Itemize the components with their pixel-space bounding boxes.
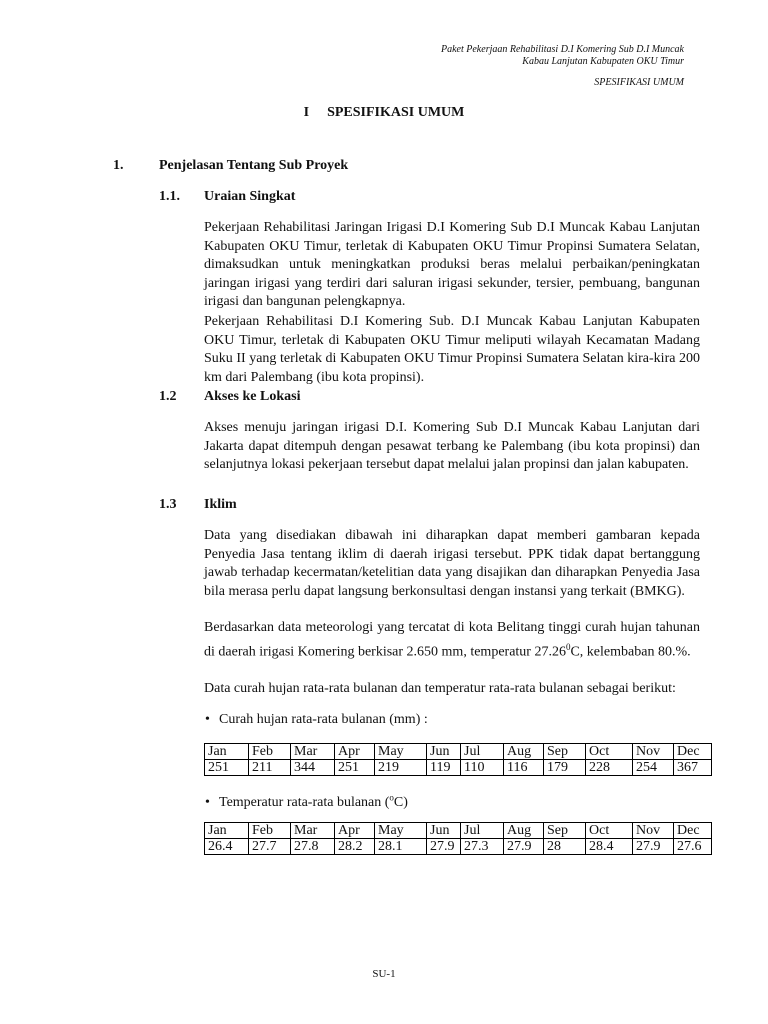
page-number: SU-1 [372,968,396,980]
temp-value-jan: 26.4 [205,839,249,855]
temp-value-mar: 27.8 [291,839,335,855]
rainfall-table [204,743,712,776]
temp-value-feb: 27.7 [249,839,291,855]
section-1-3-number: 1.3 [159,497,177,512]
section-1-2-paragraph-1: Akses menuju jaringan irigasi D.I. Komering Sub D.I Muncak Kabau Lanjutan dari Jakarta dapat ditempuh dengan pesawat terbang ke Palembang (ibu kota propinsi) dan selanjutnya lokasi pekerjaan tersebut dapat melalui jalan propinsi dan jalan kabupaten. [204,420,700,473]
temp-month-jul: Jul [461,823,504,839]
rain-month-jun: Jun [427,744,461,760]
rain-month-may: May [375,744,427,760]
rain-value-jul: 110 [461,760,504,776]
section-1-3-title: Iklim [204,497,237,512]
bullet-dot: • [205,712,210,727]
rain-month-nov: Nov [633,744,674,760]
rain-value-mar: 344 [291,760,335,776]
bullet-temperature [205,792,408,811]
rain-month-sep: Sep [544,744,586,760]
temp-value-may: 28.1 [375,839,427,855]
bullet-dot: • [205,794,210,810]
bullet-temperature-label: Temperatur rata-rata bulanan ($^o$C) [219,792,408,810]
temp-month-jan: Jan [205,823,249,839]
rain-value-aug: 116 [504,760,544,776]
rainfall-table-value-row [205,760,712,776]
rain-value-nov: 254 [633,760,674,776]
rain-month-mar: Mar [291,744,335,760]
rain-value-dec: 367 [674,760,712,776]
temp-month-jun: Jun [427,823,461,839]
chapter-title [0,105,768,121]
temp-month-aug: Aug [504,823,544,839]
temp-value-sep: 28 [544,839,586,855]
running-header-line-1: Paket Pekerjaan Rehabilitasi D.I Komering Sub D.I Muncak [441,44,684,55]
rainfall-table-header-row [205,744,712,760]
temp-month-dec: Dec [674,823,712,839]
temp-month-may: May [375,823,427,839]
rain-value-feb: 211 [249,760,291,776]
temp-month-mar: Mar [291,823,335,839]
section-1-3-paragraph-3: Data curah hujan rata-rata bulanan dan temperatur rata-rata bulanan sebagai berikut: [204,681,676,696]
section-1-1-title: Uraian Singkat [204,189,296,204]
temperature-table-header-row [205,823,712,839]
rain-value-sep: 179 [544,760,586,776]
section-1-1-paragraph-2: Pekerjaan Rehabilitasi D.I Komering Sub. D.I Muncak Kabau Lanjutan Kabupaten OKU Timur, terletak di Kabupaten OKU Timur meliputi wilayah Kecamatan Madang Suku II yang terletak di Kabupaten OKU Timur Propinsi Sumatera Selatan kira-kira 200 km dari Palembang (ibu kota propinsi). [204,314,700,385]
temp-value-jul: 27.3 [461,839,504,855]
temp-month-feb: Feb [249,823,291,839]
rain-value-oct: 228 [586,760,633,776]
temp-month-oct: Oct [586,823,633,839]
section-1-2-number: 1.2 [159,389,177,404]
rain-month-feb: Feb [249,744,291,760]
temp-value-apr: 28.2 [335,839,375,855]
temp-value-jun: 27.9 [427,839,461,855]
chapter-title-text: SPESIFIKASI UMUM [327,105,465,120]
section-1-title: Penjelasan Tentang Sub Proyek [159,158,349,173]
temperature-table [204,822,712,855]
running-header-section: SPESIFIKASI UMUM [594,77,684,88]
bullet-rainfall [205,712,428,728]
section-1-number: 1. [113,158,124,173]
rain-month-jan: Jan [205,744,249,760]
rain-value-apr: 251 [335,760,375,776]
section-1-2-title: Akses ke Lokasi [204,389,301,404]
running-header-line-2: Kabau Lanjutan Kabupaten OKU Timur [522,56,684,67]
temp-value-oct: 28.4 [586,839,633,855]
temp-month-apr: Apr [335,823,375,839]
temp-value-aug: 27.9 [504,839,544,855]
rain-month-aug: Aug [504,744,544,760]
rain-month-jul: Jul [461,744,504,760]
section-1-3-paragraph-2: Berdasarkan data meteorologi yang tercatat di kota Belitang tinggi curah hujan tahunan di daerah irigasi Komering berkisar 2.650 mm, temperatur 27.26$^0$C, kelembaban 80.%. [204,620,700,660]
bullet-rainfall-label: Curah hujan rata-rata bulanan (mm) : [219,712,428,727]
rain-value-jun: 119 [427,760,461,776]
section-1-1-number: 1.1. [159,189,180,204]
rain-month-oct: Oct [586,744,633,760]
rain-value-jan: 251 [205,760,249,776]
rain-month-apr: Apr [335,744,375,760]
temp-value-nov: 27.9 [633,839,674,855]
temp-value-dec: 27.6 [674,839,712,855]
temperature-table-value-row [205,839,712,855]
rain-month-dec: Dec [674,744,712,760]
temp-month-sep: Sep [544,823,586,839]
temp-month-nov: Nov [633,823,674,839]
section-1-1-paragraph-1: Pekerjaan Rehabilitasi Jaringan Irigasi D.I Komering Sub D.I Muncak Kabau Lanjutan Kabupaten OKU Timur, terletak di Kabupaten OKU Timur Propinsi Sumatera Selatan, dimaksudkan untuk meningkatkan produksi beras melalui perbaikan/peningkatan jaringan irigasi yang terdiri dari saluran irigasi sekunder, tersier, pembuang, bangunan irigasi dan bangunan pelengkapnya. [204,220,700,310]
chapter-number: I [303,105,310,120]
rain-value-may: 219 [375,760,427,776]
section-1-3-paragraph-1: Data yang disediakan dibawah ini diharapkan dapat memberi gambaran kepada Penyedia Jasa tentang iklim di daerah irigasi tersebut. PPK tidak dapat bertanggung jawab terhadap kecermatan/ketelitian data yang disajikan dan diharapkan Penyedia Jasa bila merasa perlu dapat langsung berkonsultasi dengan instansi yang terkait (BMKG). [204,528,700,599]
